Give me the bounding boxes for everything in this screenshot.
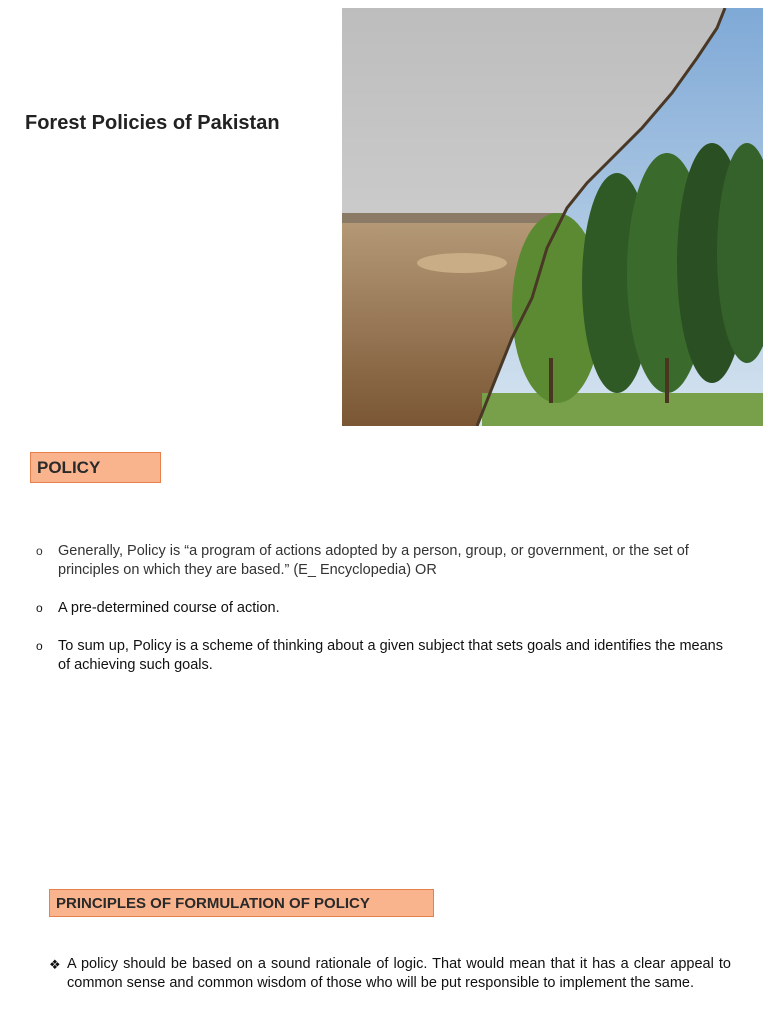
list-item bbox=[36, 542, 726, 580]
bullet-marker: o bbox=[36, 639, 43, 653]
bullet-text: Generally, Policy is “a program of actions adopted by a person, group, or government, or the set of principles on which they are based.” (E_ Encyclopedia) OR bbox=[58, 543, 689, 578]
list-item bbox=[36, 599, 726, 618]
list-item bbox=[36, 637, 726, 675]
bullet-marker: o bbox=[36, 544, 43, 558]
page-title: Forest Policies of Pakistan bbox=[25, 112, 280, 134]
deforestation-comparison-image bbox=[342, 8, 763, 426]
principle-text: A policy should be based on a sound rationale of logic. That would mean that it has a clear appeal to common sense and common wisdom of those who will be put responsible to implement the same. bbox=[67, 956, 731, 991]
bullet-text: A pre-determined course of action. bbox=[58, 600, 280, 616]
bullet-marker: o bbox=[36, 601, 43, 615]
diamond-bullet-icon: ❖ bbox=[49, 957, 61, 972]
policy-heading: POLICY bbox=[30, 452, 161, 483]
bullet-text: To sum up, Policy is a scheme of thinking about a given subject that sets goals and identifies the means of achieving such goals. bbox=[58, 638, 723, 673]
policy-bullet-list bbox=[36, 542, 726, 694]
principle-item bbox=[49, 955, 731, 993]
principles-heading: PRINCIPLES OF FORMULATION OF POLICY bbox=[49, 889, 434, 917]
